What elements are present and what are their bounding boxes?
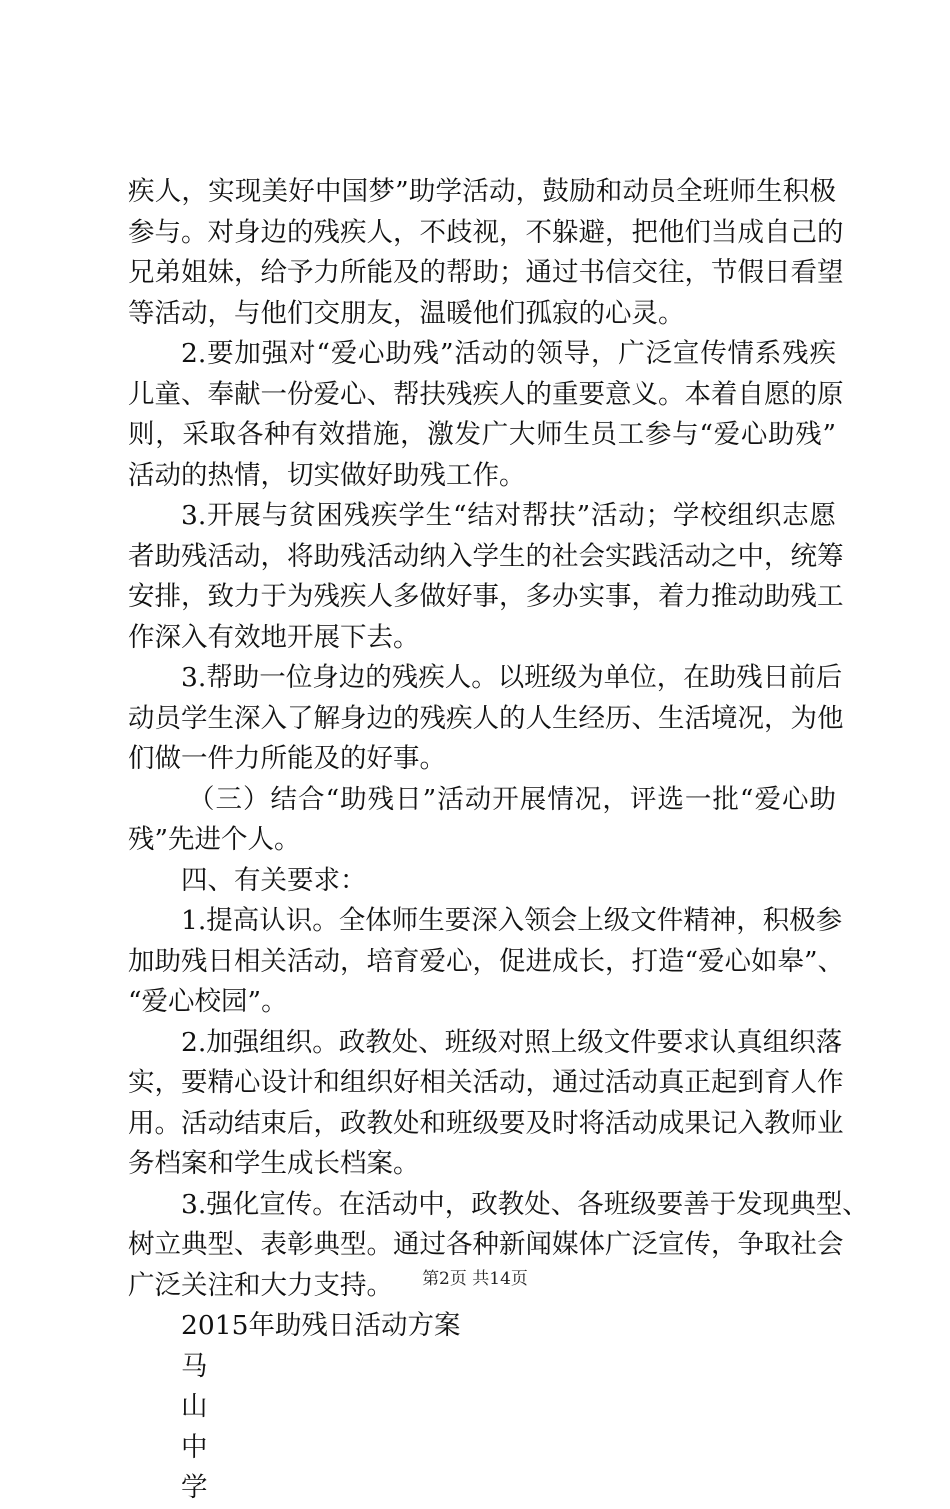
text-line: 加助残日相关活动，培育爱心，促进成长，打造“爱心如皋”、: [128, 945, 845, 977]
text-line: 2.要加强对“爱心助残”活动的领导，广泛宣传情系残疾: [181, 338, 836, 369]
text-line: 树立典型、表彰典型。通过各种新闻媒体广泛宣传，争取社会: [128, 1229, 844, 1260]
text-line: 用。活动结束后，政教处和班级要及时将活动成果记入教师业: [128, 1107, 844, 1139]
paragraph: [128, 334, 844, 496]
signature-vertical: [128, 1347, 836, 1509]
text-line: 3.强化宣传。在活动中，政教处、各班级要善于发现典型、: [181, 1188, 869, 1220]
paragraph: [128, 496, 844, 658]
text-line: “爱心校园”。: [128, 986, 288, 1017]
paragraph: [128, 1023, 844, 1185]
text-line: 兄弟姐妹，给予力所能及的帮助；通过书信交往，节假日看望: [128, 257, 844, 288]
text-line: 们做一件力所能及的好事。: [128, 743, 446, 774]
text-line: 者助残活动，将助残活动纳入学生的社会实践活动之中，统筹: [128, 540, 844, 572]
document-title-line: 2015年助残日活动方案: [181, 1310, 461, 1341]
text-line: 则，采取各种有效措施，激发广大师生员工参与“爱心助残”: [128, 419, 836, 450]
text-line: 1.提高认识。全体师生要深入领会上级文件精神，积极参: [181, 905, 843, 936]
text-line: 活动的热情，切实做好助残工作。: [128, 459, 526, 491]
paragraph: [128, 901, 845, 1023]
paragraph: [128, 658, 844, 780]
signature-char: 学: [181, 1472, 208, 1503]
text-line: 等活动，与他们交朋友，温暖他们孤寂的心灵。: [128, 297, 685, 329]
text-line: 3.帮助一位身边的残疾人。以班级为单位，在助残日前后: [181, 662, 843, 693]
text-line: 2.加强组织。政教处、班级对照上级文件要求认真组织落: [181, 1026, 843, 1058]
signature-char: 山: [181, 1391, 208, 1422]
section-heading: [128, 861, 836, 902]
text-line: 安排，致力于为残疾人多做好事，多办实事，着力推动助残工: [128, 581, 844, 612]
document-body: [128, 172, 869, 1509]
text-line: 实，要精心设计和组织好相关活动，通过活动真正起到育人作: [128, 1067, 844, 1098]
paragraph: [128, 780, 836, 861]
text-line: 残”先进个人。: [128, 824, 301, 855]
signature-char: 马: [181, 1350, 208, 1382]
text-line: 参与。对身边的残疾人，不歧视，不躲避，把他们当成自己的: [128, 216, 844, 248]
page-footer: 第2页 共14页: [422, 1269, 528, 1289]
text-line: 作深入有效地开展下去。: [128, 621, 420, 653]
text-line: 3.开展与贫困残疾学生“结对帮扶”活动；学校组织志愿: [181, 500, 836, 531]
text-line: （三）结合“助残日”活动开展情况，评选一批“爱心助: [188, 783, 836, 815]
text-line: 动员学生深入了解身边的残疾人的人生经历、生活境况，为他: [128, 702, 844, 734]
text-line: 务档案和学生成长档案。: [128, 1148, 420, 1179]
text-line: 四、有关要求：: [181, 864, 367, 896]
text-line: 儿童、奉献一份爱心、帮扶残疾人的重要意义。本着自愿的原: [128, 378, 844, 410]
signature-char: 中: [181, 1431, 208, 1463]
paragraph: [128, 172, 844, 334]
text-line: 广泛关注和大力支持。: [128, 1269, 393, 1301]
text-line: 疾人，实现美好中国梦”助学活动，鼓励和动员全班师生积极: [128, 176, 836, 207]
